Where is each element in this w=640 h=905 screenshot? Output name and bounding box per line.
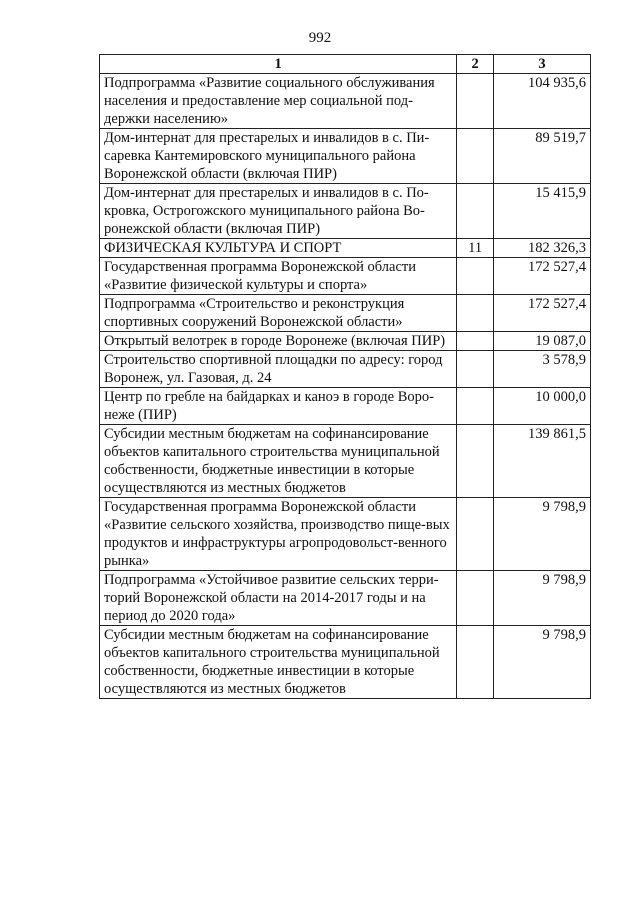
row-code	[457, 626, 494, 699]
table-row	[100, 258, 591, 295]
table-row	[100, 74, 591, 129]
row-amount: 15 415,9	[494, 184, 591, 239]
table-row	[100, 388, 591, 425]
row-name: Дом-интернат для престарелых и инвалидов в с. Пи-саревка Кантемировского муниципального района Воронежской области (включая ПИР)	[100, 129, 457, 184]
table-row	[100, 239, 591, 258]
row-amount: 89 519,7	[494, 129, 591, 184]
row-amount: 172 527,4	[494, 295, 591, 332]
row-name: Центр по гребле на байдарках и каноэ в городе Воро-неже (ПИР)	[100, 388, 457, 425]
row-amount: 182 326,3	[494, 239, 591, 258]
column-header-1: 1	[100, 55, 457, 74]
row-amount: 9 798,9	[494, 498, 591, 571]
column-header-2: 2	[457, 55, 494, 74]
row-name: Субсидии местным бюджетам на софинансирование объектов капитального строительства муниципальной собственности, бюджетные инвестиции в которые осуществляются из местных бюджетов	[100, 626, 457, 699]
row-code	[457, 388, 494, 425]
row-amount: 9 798,9	[494, 626, 591, 699]
table-row	[100, 425, 591, 498]
row-code	[457, 351, 494, 388]
column-header-3: 3	[494, 55, 591, 74]
row-amount: 9 798,9	[494, 571, 591, 626]
row-name: Подпрограмма «Развитие социального обслуживания населения и предоставление мер социальной под-держки населению»	[100, 74, 457, 129]
budget-table	[99, 54, 591, 699]
table-row	[100, 129, 591, 184]
page-number: 992	[308, 30, 332, 46]
table-row	[100, 295, 591, 332]
table-row	[100, 498, 591, 571]
row-code	[457, 571, 494, 626]
row-name: Строительство спортивной площадки по адресу: город Воронеж, ул. Газовая, д. 24	[100, 351, 457, 388]
row-amount: 19 087,0	[494, 332, 591, 351]
row-name: ФИЗИЧЕСКАЯ КУЛЬТУРА И СПОРТ	[100, 239, 457, 258]
row-code	[457, 184, 494, 239]
row-name: Субсидии местным бюджетам на софинансирование объектов капитального строительства муниципальной собственности, бюджетные инвестиции в которые осуществляются из местных бюджетов	[100, 425, 457, 498]
row-code	[457, 425, 494, 498]
row-name: Подпрограмма «Строительство и реконструкция спортивных сооружений Воронежской области»	[100, 295, 457, 332]
row-name: Открытый велотрек в городе Воронеже (включая ПИР)	[100, 332, 457, 351]
row-code: 11	[457, 239, 494, 258]
row-code	[457, 74, 494, 129]
row-name: Государственная программа Воронежской области «Развитие сельского хозяйства, производство пище-вых продуктов и инфраструктуры агропродовольст-венного рынка»	[100, 498, 457, 571]
row-name: Подпрограмма «Устойчивое развитие сельских терри-торий Воронежской области на 2014-2017 годы и на период до 2020 года»	[100, 571, 457, 626]
table-row	[100, 351, 591, 388]
row-code	[457, 498, 494, 571]
row-amount: 3 578,9	[494, 351, 591, 388]
row-amount: 139 861,5	[494, 425, 591, 498]
row-code	[457, 332, 494, 351]
table-header-row	[100, 55, 591, 74]
row-amount: 172 527,4	[494, 258, 591, 295]
table-row	[100, 332, 591, 351]
row-name: Дом-интернат для престарелых и инвалидов в с. По-кровка, Острогожского муниципального района Во-ронежской области (включая ПИР)	[100, 184, 457, 239]
row-name: Государственная программа Воронежской области «Развитие физической культуры и спорта»	[100, 258, 457, 295]
row-amount: 104 935,6	[494, 74, 591, 129]
row-amount: 10 000,0	[494, 388, 591, 425]
table-row	[100, 184, 591, 239]
table-row	[100, 626, 591, 699]
row-code	[457, 258, 494, 295]
row-code	[457, 295, 494, 332]
row-code	[457, 129, 494, 184]
table-row	[100, 571, 591, 626]
